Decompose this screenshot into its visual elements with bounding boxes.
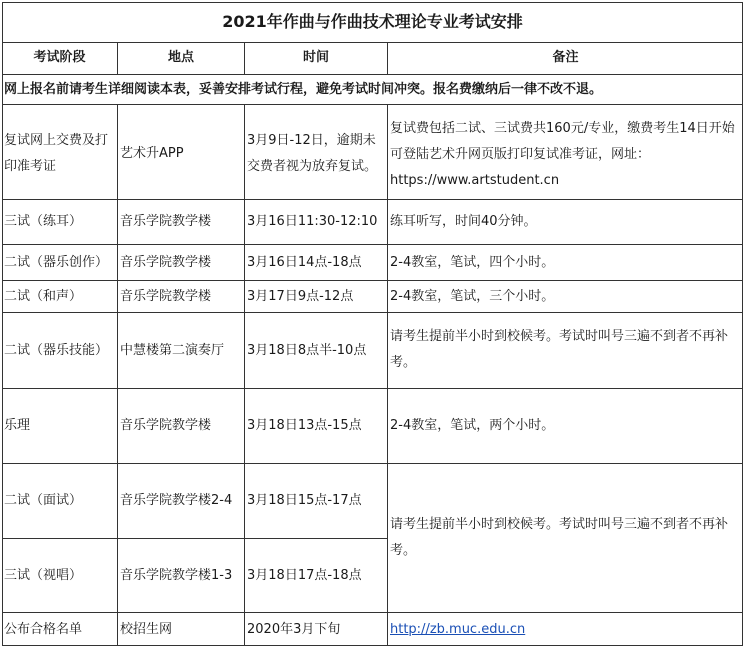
row5-time: 3月18日8点半-10点 — [247, 342, 367, 358]
row4-time: 3月17日9点-12点 — [247, 288, 354, 304]
row5-remarks: 请考生提前半小时到校候考。考试时叫号三遍不到者不再补考。 — [390, 329, 729, 370]
row7-8-remarks: 请考生提前半小时到校候考。考试时叫号三遍不到者不再补考。 — [390, 517, 729, 558]
row8-location: 音乐学院教学楼1-3 — [120, 567, 233, 583]
rule-under-notice — [2, 104, 743, 105]
row9-stage: 公布合格名单 — [4, 621, 83, 637]
row7-stage: 二试（面试） — [4, 493, 83, 508]
row3-remarks: 2-4教室，笔试，四个小时。 — [390, 254, 555, 270]
row9-location: 校招生网 — [120, 621, 173, 637]
row6-remarks: 2-4教室，笔试，两个小时。 — [390, 418, 555, 433]
header-remarks: 备注 — [552, 50, 579, 65]
row5-stage: 二试（器乐技能） — [4, 342, 109, 358]
notice-text: 网上报名前请考生详细阅读本表，妥善安排考试行程，避免考试时间冲突。报名费缴纳后一律不改不退。 — [4, 82, 603, 97]
row3-stage: 二试（器乐创作） — [4, 254, 109, 270]
row7-time: 3月18日15点-17点 — [247, 493, 362, 508]
header-location: 地点 — [167, 50, 194, 65]
row4-remarks: 2-4教室，笔试，三个小时。 — [390, 288, 555, 304]
row9-remarks — [388, 613, 743, 646]
table-title: 2021年作曲与作曲技术理论专业考试安排 — [222, 12, 523, 31]
row1-stage: 复试网上交费及打印准考证 — [4, 133, 109, 174]
row4-location: 音乐学院教学楼 — [120, 288, 212, 304]
row6-stage: 乐理 — [4, 418, 31, 433]
row9-time: 2020年3月下旬 — [247, 621, 341, 637]
row6-time: 3月18日13点-15点 — [247, 418, 362, 433]
row8-time: 3月18日17点-18点 — [247, 567, 362, 583]
row1-time: 3月9日-12日，逾期未交费者视为放弃复试。 — [247, 133, 378, 174]
row7-location: 音乐学院教学楼2-4 — [120, 493, 233, 508]
row1-remarks: 复试费包括二试、三试费共160元/专业，缴费考生14日开始可登陆艺术升网页版打印复试准考证，网址：https://www.artstudent.cn — [390, 121, 735, 188]
row5-location: 中慧楼第二演奏厅 — [120, 342, 225, 358]
row1-location: 艺术升APP — [120, 146, 184, 161]
row2-time: 3月16日11:30-12:10 — [247, 214, 378, 229]
row2-location: 音乐学院教学楼 — [120, 214, 212, 229]
header-stage: 考试阶段 — [33, 50, 86, 65]
admissions-link[interactable]: http://zb.muc.edu.cn — [390, 621, 526, 637]
row4-stage: 二试（和声） — [4, 288, 83, 304]
row3-time: 3月16日14点-18点 — [247, 254, 362, 270]
row2-stage: 三试（练耳） — [4, 214, 83, 229]
row2-remarks: 练耳听写，时间40分钟。 — [390, 214, 537, 229]
header-time: 时间 — [302, 50, 329, 65]
rule-under-header — [2, 74, 743, 75]
row6-location: 音乐学院教学楼 — [120, 418, 212, 433]
row8-stage: 三试（视唱） — [4, 567, 83, 583]
row3-location: 音乐学院教学楼 — [120, 254, 212, 270]
